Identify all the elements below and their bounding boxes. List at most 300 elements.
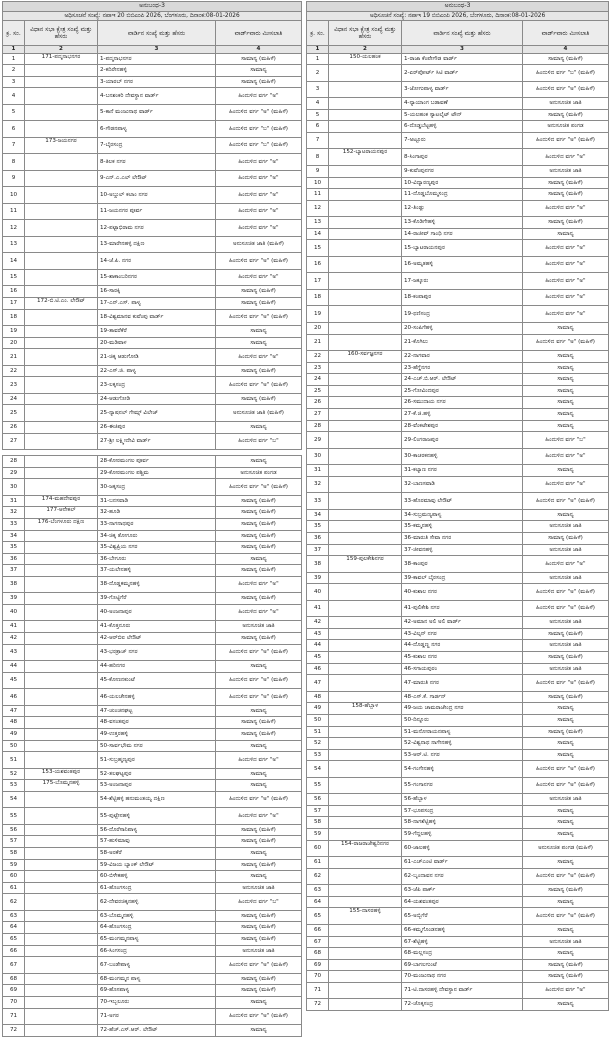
constituency-cell [329,177,402,189]
ward-name-cell: 9-ಕುವೆಂಪುನಗರ [402,165,523,177]
ward-name-cell: 70-ಇಬ್ಬಲೂರು [98,996,216,1008]
ward-name-cell: 7-ಬೈರಸಂದ್ರ [98,137,216,154]
col-header-ward: ವಾರ್ಡಿನ ಸಂಖ್ಯೆ ಮತ್ತು ಹೆಸರು [98,21,216,46]
serial-number-cell: 46 [307,663,329,675]
constituency-cell [329,217,402,229]
ward-name-cell: 49-ಉತ್ತರಹಳ್ಳಿ [98,728,216,740]
table-row [307,189,609,201]
reservation-category-cell: ಹಿಂದುಳಿದ ವರ್ಗ "ಅ" (ಮಹಿಳೆ) [216,672,302,689]
reservation-category-cell: ಹಿಂದುಳಿದ ವರ್ಗ "ಅ" [522,982,608,999]
reservation-category-cell: ಸಾಮಾನ್ಯ [215,326,301,338]
serial-number-cell: 55 [307,777,329,794]
constituency-cell [25,365,98,377]
reservation-category-cell: ಅನುಸೂಚಿತ ಜಾತಿ [522,98,608,110]
table-row [3,495,302,507]
constituency-cell [329,432,402,449]
ward-name-cell: 36-ಮಾರುತಿ ಸೇವಾ ನಗರ [402,532,523,544]
table-row [307,794,609,806]
constituency-cell [329,663,402,675]
constituency-cell [329,628,402,640]
serial-number-cell: 25 [307,385,329,397]
constituency-cell [329,817,402,829]
serial-number-cell: 58 [3,848,25,860]
ward-name-cell: 71-ಅಗರ [98,1008,216,1025]
table-row [3,269,302,286]
ward-name-cell: 41-ಕೊತ್ತನೂರು [98,621,216,633]
serial-number-cell: 50 [307,714,329,726]
reservation-category-cell: ಹಿಂದುಳಿದ ವರ್ಗ "ಅ" (ಮಹಿಳೆ) [522,908,608,925]
reservation-category-cell: ಸಾಮಾನ್ಯ [522,948,608,960]
reservation-category-cell: ಸಾಮಾನ್ಯ (ಮಹಿಳೆ) [216,542,302,554]
serial-number-cell: 60 [307,840,329,857]
right-table [306,1,609,1011]
constituency-cell [329,448,402,465]
ward-name-cell: 60-ಜಾಲಹಳ್ಳಿ [402,840,523,857]
ward-name-cell: 24-ಎಚ್.ಬಿ.ಆರ್. ಲೇಔಟ್ [402,374,523,386]
table-row [3,922,302,934]
constituency-cell [329,409,402,421]
table-row [307,959,609,971]
constituency-cell [25,752,98,769]
ward-name-cell: 35-ವಿಶ್ವಪ್ರಿಯ ನಗರ [98,542,216,554]
constituency-cell [25,661,98,673]
ward-name-cell: 58-ಅರಕೆರೆ [98,848,216,860]
constituency-cell [329,749,402,761]
table-row [307,362,609,374]
constituency-cell: 175-ಬೊಮ್ಮನಹಳ್ಳಿ [25,780,98,792]
reservation-category-cell: ಹಿಂದುಳಿದ ವರ್ಗ "ಅ" (ಮಹಿಳೆ) [522,493,608,510]
reservation-category-cell: ಹಿಂದುಳಿದ ವರ್ಗ "ಅ" [522,448,608,465]
table-row [307,165,609,177]
reservation-category-cell: ಸಾಮಾನ್ಯ (ಮಹಿಳೆ) [216,565,302,577]
constituency-cell [329,121,402,133]
constituency-cell [25,542,98,554]
ward-name-cell: 16-ಸಾರಕ್ಕಿ [98,286,216,298]
serial-number-cell: 36 [3,553,25,565]
reservation-category-cell: ಸಾಮಾನ್ಯ [522,385,608,397]
reservation-category-cell: ಸಾಮಾನ್ಯ [216,661,302,673]
table-row [307,857,609,869]
reservation-category-cell: ಹಿಂದುಳಿದ ವರ್ಗ "ಅ" [216,576,302,593]
constituency-cell: 154-ರಾಜರಾಜೇಶ್ವರಿನಗರ [329,840,402,857]
serial-number-cell: 65 [3,934,25,946]
ward-name-cell: 7-ಅಟ್ಟೂರು [402,132,523,149]
table-row [3,253,302,270]
serial-number-cell: 28 [307,420,329,432]
constituency-cell: 171-ಪದ್ಮನಾಭನಗರ [25,53,98,65]
serial-number-cell: 71 [3,1008,25,1025]
ward-name-cell: 53-ಅಂಜನಾಪುರ [98,780,216,792]
reservation-category-cell: ಸಾಮಾನ್ಯ [522,397,608,409]
ward-name-cell: 61-ಹೊಂಗಸಂದ್ರ [98,882,216,894]
reservation-category-cell: ಸಾಮಾನ್ಯ [522,805,608,817]
table-row [307,868,609,885]
constituency-cell: 155-ದಾಸರಹಳ್ಳಿ [329,908,402,925]
table-row [307,256,609,273]
reservation-category-cell: ಸಾಮಾನ್ಯ (ಮಹಿಳೆ) [216,593,302,605]
ward-name-cell: 47-ಮಾರುತಿ ನಗರ [402,675,523,692]
reservation-category-cell: ಸಾಮಾನ್ಯ (ಮಹಿಳೆ) [216,859,302,871]
serial-number-cell: 47 [307,675,329,692]
constituency-cell [329,572,402,584]
constituency-cell [329,362,402,374]
reservation-category-cell: ಸಾಮಾನ್ಯ (ಮಹಿಳೆ) [215,393,301,405]
serial-number-cell: 14 [307,228,329,240]
table-row [3,973,302,985]
table-row [307,924,609,936]
constituency-cell [25,76,98,88]
constituency-cell [329,420,402,432]
constituency-cell [25,871,98,883]
ward-name-cell: 52-ತಲಘಟ್ಟಪುರ [98,768,216,780]
ward-name-cell: 40-ಕುಶಾಲ ನಗರ [402,584,523,601]
table-row [307,617,609,629]
reservation-category-cell: ಹಿಂದುಳಿದ ವರ್ಗ "ಬ" [216,894,302,911]
ward-name-cell: 30-ಜಕ್ಕಸಂದ್ರ [98,479,216,496]
table-row [307,240,609,257]
table-row [307,805,609,817]
reservation-category-cell: ಸಾಮಾನ್ಯ [522,351,608,363]
serial-number-cell: 63 [307,885,329,897]
constituency-cell [25,309,98,326]
serial-number-cell: 29 [307,432,329,449]
table-row [3,518,302,530]
serial-number-cell: 32 [3,507,25,519]
table-row [307,217,609,229]
table-row [3,910,302,922]
table-row [3,530,302,542]
table-row [307,936,609,948]
ward-name-cell: 9-ಎನ್.ಎ.ಎಲ್ ಲೇಔಟ್ [98,170,216,187]
table-row [3,633,302,645]
constituency-cell [25,689,98,706]
constituency-cell [25,220,98,237]
ward-name-cell: 8-ಸಿಂಗಾಪುರ [402,149,523,166]
serial-number-cell: 30 [3,479,25,496]
serial-number-cell: 70 [307,971,329,983]
reservation-category-cell: ಸಾಮಾನ್ಯ (ಮಹಿಳೆ) [216,728,302,740]
table-row [3,604,302,621]
constituency-cell [329,857,402,869]
reservation-category-cell: ಹಿಂದುಳಿದ ವರ್ಗ "ಅ" [522,149,608,166]
table-row [3,957,302,974]
constituency-cell: 158-ಹೆಬ್ಬಾಳ [329,703,402,715]
serial-number-cell: 4 [3,88,25,105]
ward-name-cell: 50-ಸಾರ್ವಭೌಮ ನಗರ [98,740,216,752]
ward-name-cell: 65-ಅಬ್ಬಿಗೆರೆ [402,908,523,925]
ward-name-cell: 25-ಗೋವಿಂದಪುರ [402,385,523,397]
ward-name-cell: 37-ಯಲೇನಹಳ್ಳಿ [98,565,216,577]
ward-name-cell: 66-ಕಮ್ಮಗೊಂಡನಹಳ್ಳಿ [402,924,523,936]
table-row [307,908,609,925]
table-row [3,65,302,77]
table-row [307,761,609,778]
ward-name-cell: 10-ಅಬ್ದುಲ್ ಕಲಾಂ ನಗರ [98,187,216,204]
constituency-cell [25,705,98,717]
constituency-cell [329,109,402,121]
table-row [3,297,302,309]
reservation-category-cell: ಹಿಂದುಳಿದ ವರ್ಗ "ಅ" (ಮಹಿಳೆ) [216,957,302,974]
table-row [307,885,609,897]
table-row [3,859,302,871]
serial-number-cell: 21 [3,349,25,366]
col-number: 4 [215,46,301,54]
serial-number-cell: 53 [307,749,329,761]
serial-number-cell: 68 [307,948,329,960]
constituency-cell [25,717,98,729]
table-row [3,824,302,836]
constituency-cell [25,996,98,1008]
serial-number-cell: 60 [3,871,25,883]
serial-number-cell: 23 [307,362,329,374]
reservation-category-cell: ಹಿಂದುಳಿದ ವರ್ಗ "ಅ" [522,240,608,257]
serial-number-cell: 71 [307,982,329,999]
constituency-cell [25,973,98,985]
serial-number-cell: 64 [307,896,329,908]
serial-number-cell: 49 [3,728,25,740]
constituency-cell [329,971,402,983]
constituency-cell [25,910,98,922]
table-row [307,121,609,133]
reservation-category-cell: ಹಿಂದುಳಿದ ವರ್ಗ "ಅ" [215,269,301,286]
table-row [307,334,609,351]
ward-name-cell: 66-ಸಿಂಗಸಂದ್ರ [98,945,216,957]
ward-name-cell: 34-ಚಿಕ್ಕ ತೋಗೂರು [98,530,216,542]
reservation-category-cell: ಸಾಮಾನ್ಯ [522,896,608,908]
notification-line: ಅಧಿಸೂಚನೆ ಸಂಖ್ಯೆ: ನಪಾಇ 19 ಬಿಬಿಎಂಪಿ 2026, ಬೆಂಗಳೂರು, ದಿನಾಂಕ:08-01-2026 [307,12,609,21]
reservation-category-cell: ಸಾಮಾನ್ಯ [216,848,302,860]
reservation-category-cell: ಸಾಮಾನ್ಯ (ಮಹಿಳೆ) [522,109,608,121]
table-row [307,109,609,121]
reservation-category-cell: ಅನುಸೂಚಿತ ಪಂಗಡ [522,121,608,133]
serial-number-cell: 35 [3,542,25,554]
reservation-category-cell: ಸಾಮಾನ್ಯ [216,871,302,883]
ward-name-cell: 17-ಜಕ್ಕೂರು [402,273,523,290]
ward-name-cell: 56-ಹೆಬ್ಬಾಳ [402,794,523,806]
constituency-cell [329,600,402,617]
reservation-category-cell: ಸಾಮಾನ್ಯ (ಮಹಿಳೆ) [216,824,302,836]
table-row [307,982,609,999]
ward-name-cell: 57-ಹುಳಿಮಾವು [98,836,216,848]
reservation-category-cell: ಹಿಂದುಳಿದ ವರ್ಗ "ಅ" (ಮಹಿಳೆ) [522,675,608,692]
table-row [3,791,302,808]
ward-name-cell: 3-ಯಾರಬ್ ನಗರ [98,76,216,88]
table-row [3,393,302,405]
constituency-cell [25,633,98,645]
ward-name-cell: 20-ಸಂಪಿಗೆಹಳ್ಳಿ [402,322,523,334]
ward-name-cell: 31-ಕಲ್ಯಾಣ ನಗರ [402,465,523,477]
table-row [307,476,609,493]
serial-number-cell: 23 [3,377,25,394]
table-row [3,705,302,717]
constituency-cell [25,728,98,740]
reservation-category-cell: ಹಿಂದುಳಿದ ವರ್ಗ "ಅ" [215,203,301,220]
constituency-cell: 173-ಜಯನಗರ [25,137,98,154]
ward-name-cell: 5-ಕಾನೆ ಮಂಜುನಾಥ ವಾರ್ಡ್ [98,104,216,121]
ward-name-cell: 32-ಹೂಡಿ [98,507,216,519]
serial-number-cell: 20 [3,337,25,349]
constituency-cell [329,189,402,201]
ward-name-cell: 61-ಎಚ್‌ಎಂಟಿ ವಾರ್ಡ್ [402,857,523,869]
ward-name-cell: 4-ನ್ಯಾಯಾಂಗ ಬಡಾವಣೆ [402,98,523,110]
reservation-category-cell: ಸಾಮಾನ್ಯ [215,337,301,349]
constituency-cell [329,885,402,897]
table-row [3,689,302,706]
reservation-category-cell: ಅನುಸೂಚಿತ ಜಾತಿ [216,882,302,894]
constituency-cell [329,228,402,240]
constituency-cell [25,604,98,621]
reservation-category-cell: ಅನುಸೂಚಿತ ಪಂಗಡ [216,467,302,479]
serial-number-cell: 10 [307,177,329,189]
serial-number-cell: 22 [3,365,25,377]
ward-name-cell: 1-ರಾಜಾ ಕೆಂಪೇಗೌಡ ವಾರ್ಡ್ [402,53,523,65]
ward-name-cell: 38-ದೊಡ್ಡಕಮ್ಮನಹಳ್ಳಿ [98,576,216,593]
constituency-cell [329,81,402,98]
ward-name-cell: 30-ಕಾಚರಕನಹಳ್ಳಿ [402,448,523,465]
constituency-cell [25,808,98,825]
reservation-category-cell: ಸಾಮಾನ್ಯ [522,420,608,432]
constituency-cell [25,848,98,860]
reservation-category-cell: ಸಾಮಾನ್ಯ [522,465,608,477]
serial-number-cell: 68 [3,973,25,985]
ward-name-cell: 29-ಕೋರಮಂಗಲ ಪಶ್ಚಿಮ [98,467,216,479]
ward-name-cell: 60-ಬಿಳೇಕಹಳ್ಳಿ [98,871,216,883]
table-row [307,228,609,240]
serial-number-cell: 1 [307,53,329,65]
constituency-cell [329,726,402,738]
serial-number-cell: 56 [307,794,329,806]
table-row [307,532,609,544]
ward-name-cell: 53-ಆರ್.ಟಿ. ನಗರ [402,749,523,761]
reservation-category-cell: ಸಾಮಾನ್ಯ [522,924,608,936]
reservation-category-cell: ಸಾಮಾನ್ಯ [522,362,608,374]
constituency-cell [25,644,98,661]
constituency-cell [329,924,402,936]
constituency-cell [329,165,402,177]
table-row [307,749,609,761]
table-row [3,76,302,88]
reservation-category-cell: ಹಿಂದುಳಿದ ವರ್ಗ "ಅ" [215,170,301,187]
serial-number-cell: 31 [307,465,329,477]
reservation-category-cell: ಸಾಮಾನ್ಯ (ಮಹಿಳೆ) [216,910,302,922]
reservation-category-cell: ಸಾಮಾನ್ಯ (ಮಹಿಳೆ) [215,297,301,309]
serial-number-cell: 25 [3,405,25,422]
constituency-cell [25,377,98,394]
notification-line: ಅಧಿಸೂಚನೆ ಸಂಖ್ಯೆ: ನಪಾಇ 20 ಬಿಬಿಎಂಪಿ 2026, ಬೆಂಗಳೂರು, ದಿನಾಂಕ:08-01-2026 [3,12,302,21]
serial-number-cell: 40 [307,584,329,601]
table-row [307,420,609,432]
ward-name-cell: 43-ವಿಲ್ಸನ್ ನಗರ [402,628,523,640]
ward-name-cell: 34-ಸುಬ್ರಮಣ್ಯಪಾಳ್ಯ [402,509,523,521]
serial-number-cell: 1 [3,53,25,65]
table-row [307,397,609,409]
ward-name-cell: 67-ಶೆಟ್ಟಿಹಳ್ಳಿ [402,936,523,948]
table-row [307,289,609,306]
table-row [3,542,302,554]
table-row [307,584,609,601]
ward-name-cell: 13-ಕೊಡಿಗೇಹಳ್ಳಿ [402,217,523,229]
serial-number-cell: 40 [3,604,25,621]
serial-number-cell: 49 [307,703,329,715]
serial-number-cell: 54 [307,761,329,778]
serial-number-cell: 44 [307,640,329,652]
ward-name-cell: 11-ಜಯನಗರ ಪೂರ್ವ [98,203,216,220]
table-row [3,236,302,253]
constituency-cell [329,738,402,750]
reservation-category-cell: ಹಿಂದುಳಿದ ವರ್ಗ "ಅ" (ಮಹಿಳೆ) [215,309,301,326]
constituency-cell [329,584,402,601]
serial-number-cell: 29 [3,467,25,479]
constituency-cell [329,256,402,273]
table-row [307,177,609,189]
constituency-cell [25,203,98,220]
serial-number-cell: 51 [3,752,25,769]
reservation-category-cell: ಸಾಮಾನ್ಯ [216,780,302,792]
ward-name-cell: 31-ಬನಸವಾಡಿ [98,495,216,507]
table-row [3,187,302,204]
serial-number-cell: 15 [3,269,25,286]
reservation-category-cell: ಸಾಮಾನ್ಯ (ಮಹಿಳೆ) [522,53,608,65]
reservation-category-cell: ಸಾಮಾನ್ಯ (ಮಹಿಳೆ) [216,934,302,946]
serial-number-cell: 19 [3,326,25,338]
serial-number-cell: 12 [3,220,25,237]
constituency-cell [25,326,98,338]
serial-number-cell: 46 [3,689,25,706]
ward-name-cell: 45-ಕೋಣನಕುಂಟೆ [98,672,216,689]
constituency-cell: 160-ಸರ್ವಜ್ಞನಗರ [329,351,402,363]
table-row [3,644,302,661]
ward-name-cell: 48-ವಸಂತಪುರ [98,717,216,729]
constituency-cell [25,740,98,752]
serial-number-cell: 61 [307,857,329,869]
col-number: 2 [329,46,402,54]
reservation-category-cell: ಅನುಸೂಚಿತ ಜಾತಿ [522,572,608,584]
serial-number-cell: 19 [307,306,329,323]
reservation-category-cell: ಹಿಂದುಳಿದ ವರ್ಗ "ಬ" [522,432,608,449]
serial-number-cell: 15 [307,240,329,257]
ward-name-cell: 39-ಗೊಟ್ಟಿಗೆರೆ [98,593,216,605]
reservation-category-cell: ಸಾಮಾನ್ಯ [216,553,302,565]
ward-name-cell: 12-ಪಟ್ಟಾಭಿರಾಮ ನಗರ [98,220,216,237]
serial-number-cell: 47 [3,705,25,717]
constituency-cell [25,467,98,479]
serial-number-cell: 36 [307,532,329,544]
serial-number-cell: 26 [3,421,25,433]
serial-number-cell: 33 [3,518,25,530]
ward-name-cell: 23-ಲಕ್ಕಸಂದ್ರ [98,377,216,394]
table-row [3,467,302,479]
table-row [3,337,302,349]
table-row [3,507,302,519]
constituency-cell [25,945,98,957]
constituency-cell [25,836,98,848]
table-row [3,740,302,752]
serial-number-cell: 52 [307,738,329,750]
serial-number-cell: 11 [3,203,25,220]
serial-number-cell: 34 [307,509,329,521]
ward-name-cell: 67-ಬಂಡೇಪಾಳ್ಯ [98,957,216,974]
ward-name-cell: 58-ನಾಗಶೆಟ್ಟಿಹಳ್ಳಿ [402,817,523,829]
reservation-category-cell: ಹಿಂದುಳಿದ ವರ್ಗ "ಅ" [215,88,301,105]
reservation-category-cell: ಸಾಮಾನ್ಯ (ಮಹಿಳೆ) [522,177,608,189]
serial-number-cell: 16 [307,256,329,273]
reservation-category-cell: ಅನುಸೂಚಿತ ಜಾತಿ (ಮಹಿಳೆ) [215,405,301,422]
constituency-cell [329,322,402,334]
reservation-category-cell: ಅನುಸೂಚಿತ ಜಾತಿ [522,936,608,948]
constituency-cell [329,999,402,1011]
constituency-cell [25,621,98,633]
ward-name-cell: 22-ನಾಗವಾರ [402,351,523,363]
